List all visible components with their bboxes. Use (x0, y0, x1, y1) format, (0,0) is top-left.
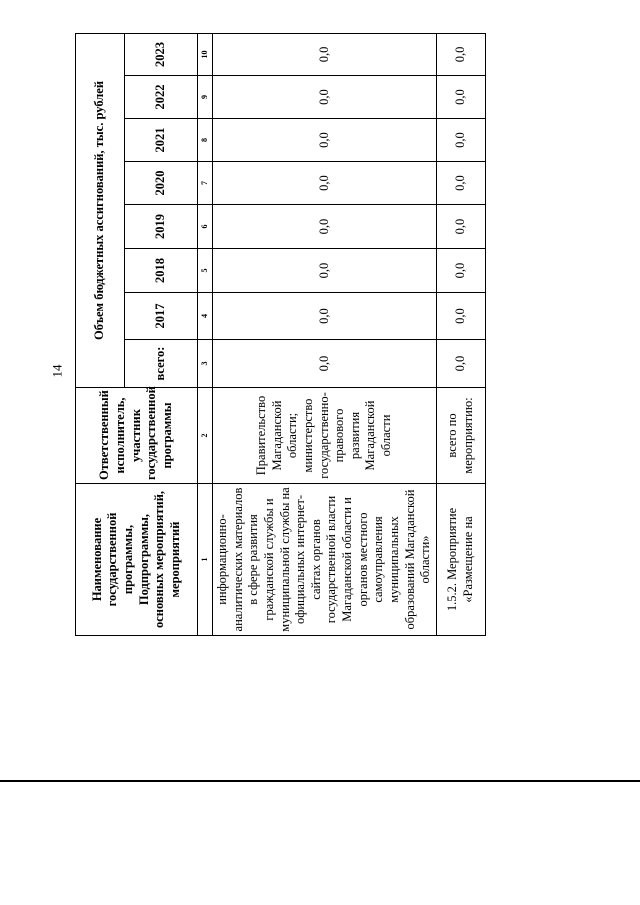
row-value-2022: 0,0 (436, 76, 485, 119)
row-name: информационно-аналитических материалов в сфере развития гражданской службы и муниципальной службы на официальных интернет-сайтах органов государственной власти Магаданской области и органов местного самоуправления муниципальных образований Магаданской области» (213, 484, 437, 636)
header-executor: Ответственный исполнитель, участник государственной программы (76, 388, 198, 484)
row-executor: Правительство Магаданской области; министерство государственно-правового развития Магаданской области (213, 388, 437, 484)
row-value-2020: 0,0 (436, 162, 485, 205)
row-total: 0,0 (436, 340, 485, 388)
header-row-1 (76, 33, 125, 635)
column-number: 2 (198, 388, 213, 484)
page-divider (0, 780, 640, 782)
header-year-2019: 2019 (125, 205, 198, 249)
header-year-2022: 2022 (125, 76, 198, 119)
row-value-2019: 0,0 (213, 205, 437, 249)
column-number: 5 (198, 249, 213, 293)
header-year-2023: 2023 (125, 33, 198, 75)
budget-table-container (75, 34, 475, 636)
row-value-2021: 0,0 (436, 119, 485, 162)
column-number: 6 (198, 205, 213, 249)
column-number: 1 (198, 484, 213, 636)
row-value-2017: 0,0 (213, 293, 437, 340)
header-budget-group: Объем бюджетных ассигнований, тыс. рублей (76, 33, 125, 387)
header-total: всего: (125, 340, 198, 388)
header-year-2020: 2020 (125, 162, 198, 205)
row-executor: всего по мероприятию: (436, 388, 485, 484)
header-year-2017: 2017 (125, 293, 198, 340)
page-number-text: 14 (49, 364, 64, 378)
row-value-2019: 0,0 (436, 205, 485, 249)
column-number: 4 (198, 293, 213, 340)
row-value-2023: 0,0 (213, 33, 437, 75)
row-value-2021: 0,0 (213, 119, 437, 162)
row-value-2017: 0,0 (436, 293, 485, 340)
page-number (47, 356, 67, 386)
column-number: 3 (198, 340, 213, 388)
row-total: 0,0 (213, 340, 437, 388)
header-year-2021: 2021 (125, 119, 198, 162)
table-row (436, 33, 485, 635)
header-year-2018: 2018 (125, 249, 198, 293)
column-number-row (198, 33, 213, 635)
column-number: 10 (198, 33, 213, 75)
row-value-2018: 0,0 (436, 249, 485, 293)
header-name: Наименование государственной программы, Подпрограммы, основных мероприятий, мероприятий (76, 484, 198, 636)
budget-table (75, 33, 486, 636)
row-value-2018: 0,0 (213, 249, 437, 293)
table-row (213, 33, 437, 635)
column-number: 7 (198, 162, 213, 205)
row-value-2020: 0,0 (213, 162, 437, 205)
column-number: 8 (198, 119, 213, 162)
row-value-2023: 0,0 (436, 33, 485, 75)
column-number: 9 (198, 76, 213, 119)
row-value-2022: 0,0 (213, 76, 437, 119)
row-name: 1.5.2. Мероприятие «Размещение на (436, 484, 485, 636)
